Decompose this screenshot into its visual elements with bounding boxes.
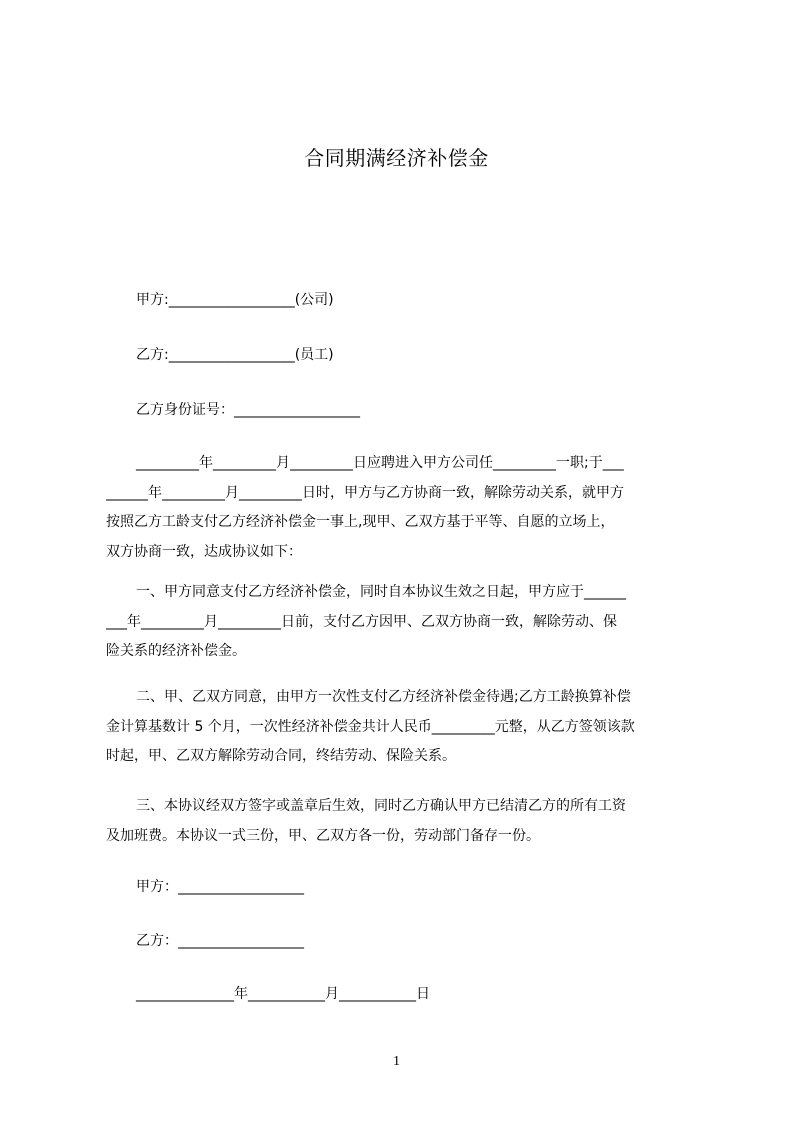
clause-2-line: 时起，甲、乙双方解除劳动合同，终结劳动、保险关系。 <box>106 748 456 764</box>
clause-1-line: ___年_________月_________日前，支付乙方因甲、乙双方协商一致，解除劳动、保 <box>106 613 617 630</box>
page-number: 1 <box>393 1054 400 1069</box>
intro-line: 双方协商一致，达成协议如下： <box>106 543 302 560</box>
intro-line: _________年_________月_________日应聘进入甲方公司任_________一职;于___ <box>136 455 624 471</box>
signature-party-b: 乙方：__________________ <box>136 933 304 949</box>
signature-party-a: 甲方：__________________ <box>136 879 304 895</box>
clause-3-line: 三、本协议经双方签字或盖章后生效，同时乙方确认甲方已结清乙方的所有工资 <box>136 798 626 814</box>
clause-1-line: 一、甲方同意支付乙方经济补偿金，同时自本协议生效之日起，甲方应于______ <box>136 584 626 600</box>
clause-1-line: 险关系的经济补偿金。 <box>106 643 246 659</box>
clause-2-line: 二、甲、乙双方同意，由甲方一次性支付乙方经济补偿金待遇;乙方工龄换算补偿 <box>136 689 631 705</box>
party-b-id-line: 乙方身份证号：__________________ <box>136 402 360 418</box>
clause-2-paragraph <box>106 683 698 772</box>
intro-line: 按照乙方工龄支付乙方经济补偿金一事上,现甲、乙双方基于平等、自愿的立场上， <box>106 514 615 530</box>
clause-3-line: 及加班费。本协议一式三份，甲、乙双方各一份，劳动部门备存一份。 <box>106 827 540 844</box>
intro-paragraph <box>106 449 698 567</box>
clause-1-paragraph <box>106 578 698 667</box>
clause-2-line: 金计算基数计 5 个月，一次性经济补偿金共计人民币_________元整，从乙方签领该款 <box>106 718 635 735</box>
document-title: 合同期满经济补偿金 <box>304 146 489 170</box>
signature-date: ______________年___________月___________日 <box>136 986 430 1002</box>
clause-3-paragraph <box>106 792 698 851</box>
intro-line: ______年_________月_________日时，甲方与乙方协商一致，解除劳动关系，就甲方 <box>106 484 624 501</box>
party-a-line: 甲方:__________________(公司) <box>136 292 334 308</box>
party-b-line: 乙方:__________________(员工) <box>136 347 334 363</box>
